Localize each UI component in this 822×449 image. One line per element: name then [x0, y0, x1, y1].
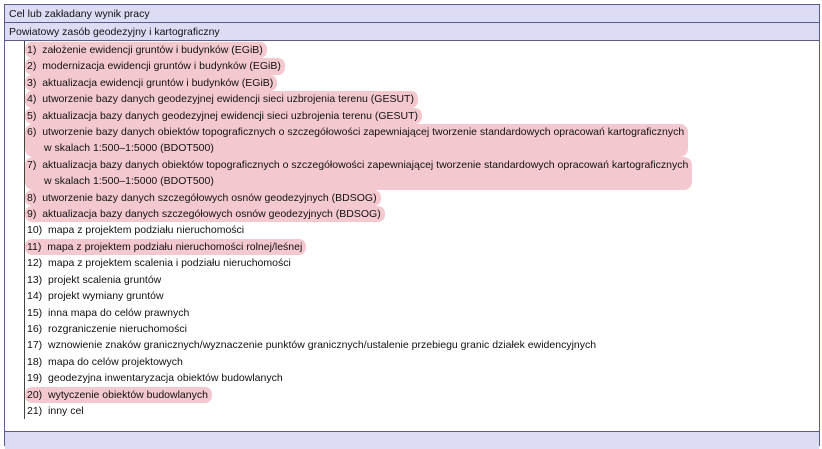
purpose-option[interactable] [25, 370, 819, 386]
option-label [25, 58, 285, 74]
option-number: 20) [27, 388, 43, 401]
option-text: mapa do celów projektowych [48, 355, 183, 368]
option-label [25, 222, 244, 238]
option-number: 15) [27, 306, 43, 319]
option-number: 7) [27, 158, 37, 171]
option-text: inna mapa do celów prawnych [48, 306, 190, 319]
purpose-option[interactable] [25, 108, 819, 124]
option-number: 9) [27, 208, 37, 221]
option-text: wytyczenie obiektów budowlanych [48, 388, 208, 401]
option-number: 18) [27, 355, 43, 368]
next-section-header [5, 431, 819, 449]
purpose-option[interactable] [25, 91, 819, 107]
option-text: mapa z projektem podziału nieruchomości [48, 224, 245, 237]
purpose-option[interactable] [25, 272, 819, 288]
option-number: 10) [27, 224, 43, 237]
purpose-option[interactable] [25, 387, 819, 403]
option-label [25, 190, 381, 206]
option-label [25, 387, 212, 403]
option-text: projekt wymiany gruntów [48, 290, 164, 303]
purpose-option[interactable] [25, 403, 819, 419]
option-number: 4) [27, 93, 37, 106]
option-label [25, 206, 385, 222]
option-text: aktualizacja ewidencji gruntów i budynków (EGiB) [42, 76, 274, 89]
option-text: modernizacja ewidencji gruntów i budynków (EGiB) [42, 60, 281, 73]
option-text: utworzenie bazy danych szczegółowych osnów geodezyjnych (BDSOG) [42, 191, 377, 204]
option-number: 5) [27, 109, 37, 122]
panel-title: Cel lub zakładany wynik pracy [5, 5, 819, 23]
option-text: aktualizacja bazy danych obiektów topograficznych o szczegółowości zapewniającej tworzenie standardowych opracowań kartograficznych [42, 158, 689, 171]
option-label [25, 288, 164, 304]
option-number: 13) [27, 273, 43, 286]
purpose-option[interactable] [25, 206, 819, 222]
purpose-option[interactable] [25, 157, 819, 190]
option-text: mapa z projektem scalenia i podziału nieruchomości [48, 257, 291, 270]
purpose-option[interactable] [25, 305, 819, 321]
purpose-option[interactable] [25, 222, 819, 238]
option-label [25, 354, 183, 370]
option-number: 6) [27, 126, 37, 139]
purpose-option[interactable] [25, 321, 819, 337]
option-number: 12) [27, 257, 43, 270]
section-title: Powiatowy zasób geodezyjny i kartograficzny [5, 23, 819, 41]
purpose-option[interactable] [25, 337, 819, 353]
option-number: 1) [27, 44, 37, 56]
option-text-continuation: w skalach 1:500–1:5000 (BDOT500) [44, 142, 214, 155]
option-text: geodezyjna inwentaryzacja obiektów budowlanych [48, 372, 283, 385]
option-number: 16) [27, 322, 43, 335]
option-number: 2) [27, 60, 37, 73]
purpose-options-list [24, 41, 819, 419]
option-label [25, 124, 688, 157]
purpose-option[interactable] [25, 124, 819, 157]
option-label [25, 108, 422, 124]
option-label [25, 157, 692, 190]
option-text: aktualizacja bazy danych szczegółowych osnów geodezyjnych (BDSOG) [42, 208, 381, 221]
purpose-option[interactable] [25, 75, 819, 91]
option-label [25, 321, 187, 337]
option-number: 3) [27, 76, 37, 89]
option-label [25, 255, 291, 271]
option-text: inny cel [48, 404, 84, 417]
option-label [25, 91, 418, 107]
purpose-option[interactable] [25, 354, 819, 370]
option-text: aktualizacja bazy danych geodezyjnej ewidencji sieci uzbrojenia terenu (GESUT) [42, 109, 419, 122]
option-number: 21) [27, 404, 43, 417]
purpose-option[interactable] [25, 288, 819, 304]
form-panel [4, 4, 820, 446]
option-label [25, 337, 596, 353]
option-label [25, 370, 283, 386]
option-number: 8) [27, 191, 37, 204]
option-label [25, 305, 189, 321]
purpose-option[interactable] [25, 42, 819, 58]
option-text: założenie ewidencji gruntów i budynków (EGiB) [42, 44, 263, 56]
option-number: 14) [27, 290, 43, 303]
option-text: rozgraniczenie nieruchomości [48, 322, 187, 335]
option-label [25, 75, 277, 91]
option-number: 17) [27, 339, 43, 352]
option-text-continuation: w skalach 1:500–1:5000 (BDOT500) [44, 175, 214, 188]
option-label [25, 239, 306, 255]
purpose-option[interactable] [25, 190, 819, 206]
option-text: utworzenie bazy danych geodezyjnej ewidencji sieci uzbrojenia terenu (GESUT) [42, 93, 414, 106]
option-label [25, 272, 161, 288]
purpose-option[interactable] [25, 58, 819, 74]
option-text: projekt scalenia gruntów [48, 273, 162, 286]
option-text: wznowienie znaków granicznych/wyznaczenie punktów granicznych/ustalenie przebiegu granic działek ewidencyjnych [48, 339, 597, 352]
purpose-option[interactable] [25, 239, 819, 255]
option-text: utworzenie bazy danych obiektów topograficznych o szczegółowości zapewniającej tworzenie standardowych opracowań kartograficznych [42, 126, 685, 139]
option-number: 19) [27, 372, 43, 385]
purpose-option[interactable] [25, 255, 819, 271]
option-label [25, 403, 84, 419]
option-text: mapa z projektem podziału nieruchomości rolnej/leśnej [47, 240, 303, 253]
option-label [25, 42, 267, 58]
option-number: 11) [27, 240, 42, 253]
